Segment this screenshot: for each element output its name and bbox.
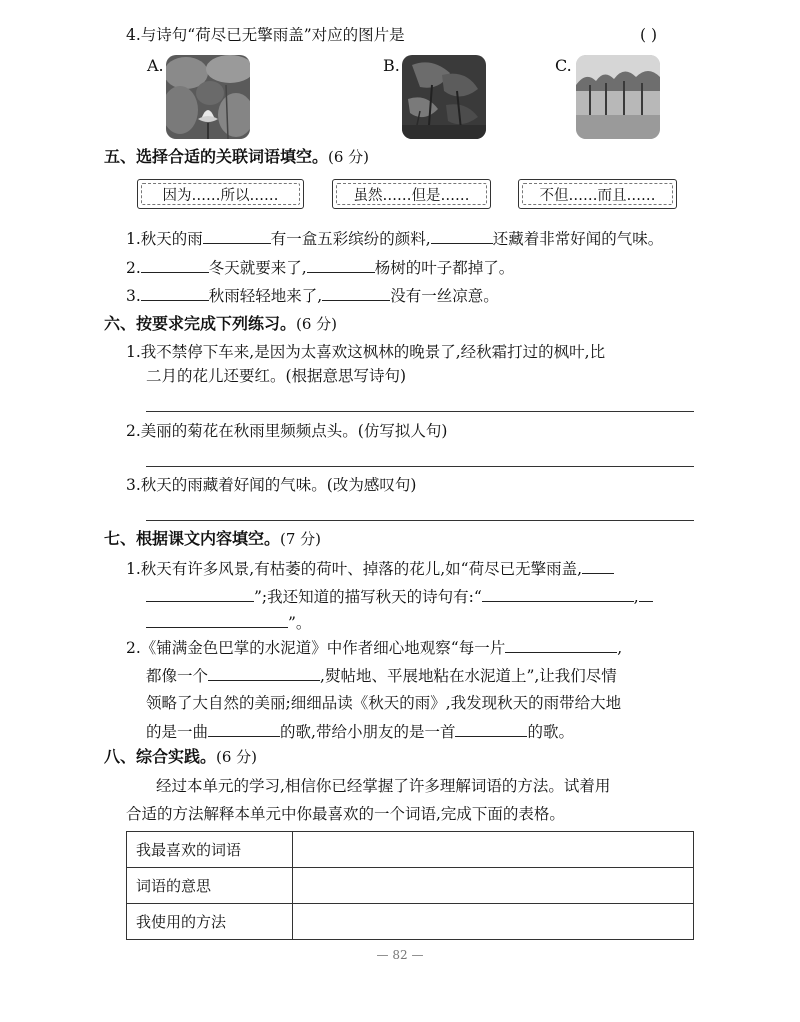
section-5-title — [104, 146, 369, 168]
answer-blank[interactable] — [141, 284, 209, 301]
table-row — [127, 832, 694, 868]
s7-question-2-line-3: 领略了大自然的美丽;细细品读《秋天的雨》,我发现秋天的雨带给大地 — [146, 694, 622, 712]
s8-paragraph-line-1: 经过本单元的学习,相信你已经掌握了许多理解词语的方法。试着用 — [156, 777, 611, 795]
table-label: 我使用的方法 — [127, 904, 293, 940]
answer-blank[interactable] — [582, 557, 614, 574]
s6-question-1-line-2: 二月的花儿还要红。(根据意思写诗句) — [146, 367, 407, 385]
answer-line[interactable] — [146, 520, 694, 521]
s7-question-2-line-2: 都像一个 ,熨帖地、平展地粘在水泥道上”,让我们尽情 — [146, 664, 617, 687]
s6-question-2: 2.美丽的菊花在秋雨里频频点头。(仿写拟人句) — [126, 422, 448, 440]
s7-question-1-line-1: 1.秋天有许多风景,有枯萎的荷叶、掉落的花儿,如“荷尽已无擎雨盖, — [126, 557, 614, 580]
section-8-title — [104, 746, 257, 768]
withered-lotus-leaves-photo — [402, 55, 486, 139]
page-number: — 82 — — [376, 948, 424, 962]
answer-blank[interactable] — [455, 720, 527, 737]
word-box-2: 虽然……但是…… — [332, 179, 491, 209]
answer-blank[interactable] — [208, 664, 320, 681]
answer-blank[interactable] — [322, 284, 390, 301]
answer-blank[interactable] — [208, 720, 280, 737]
table-answer-cell[interactable] — [293, 904, 694, 940]
q4-option-a-label: A. — [147, 56, 164, 75]
section-5-title-text: 五、选择合适的关联词语填空。 — [104, 147, 329, 166]
q4-option-b-label: B. — [383, 56, 400, 75]
answer-blank[interactable] — [307, 256, 375, 273]
s6-question-1-line-1: 1.我不禁停下车来,是因为太喜欢这枫林的晚景了,经秋霜打过的枫叶,比 — [126, 343, 606, 361]
answer-blank[interactable] — [146, 585, 254, 602]
section-7-title-text: 七、根据课文内容填空。 — [104, 529, 281, 548]
section-8-points: (6 分) — [216, 748, 258, 766]
practice-table — [126, 831, 694, 940]
s5-question-2: 2. 冬天就要来了, 杨树的叶子都掉了。 — [126, 256, 514, 279]
s6-question-3: 3.秋天的雨藏着好闻的气味。(改为感叹句) — [126, 476, 417, 494]
section-7-title — [104, 528, 321, 550]
table-answer-cell[interactable] — [293, 868, 694, 904]
table-label: 词语的意思 — [127, 868, 293, 904]
table-row — [127, 868, 694, 904]
s7-question-1-line-3: ”。 — [146, 611, 311, 634]
section-6-points: (6 分) — [296, 315, 338, 333]
section-8-title-text: 八、综合实践。 — [104, 747, 217, 766]
q4-answer-bracket: ( ) — [640, 26, 658, 44]
section-6-title-text: 六、按要求完成下列练习。 — [104, 314, 297, 333]
answer-blank[interactable] — [482, 585, 634, 602]
section-7-points: (7 分) — [280, 530, 322, 548]
answer-line[interactable] — [146, 466, 694, 467]
q4-prompt: 4.与诗句“荷尽已无擎雨盖”对应的图片是 — [126, 26, 405, 44]
answer-blank[interactable] — [505, 636, 617, 653]
answer-blank[interactable] — [141, 256, 209, 273]
answer-blank[interactable] — [639, 585, 653, 602]
table-answer-cell[interactable] — [293, 832, 694, 868]
s5-question-3: 3. 秋雨轻轻地来了, 没有一丝凉意。 — [126, 284, 499, 307]
autumn-trees-field-photo — [576, 55, 660, 139]
word-box-3: 不但……而且…… — [518, 179, 677, 209]
table-label: 我最喜欢的词语 — [127, 832, 293, 868]
s7-question-2-line-4: 的是一曲 的歌,带给小朋友的是一首 的歌。 — [146, 720, 574, 743]
lotus-leaves-and-flower-photo — [166, 55, 250, 139]
s7-question-2-line-1: 2.《铺满金色巴掌的水泥道》中作者细心地观察“每一片 , — [126, 636, 622, 659]
answer-blank[interactable] — [146, 611, 288, 628]
s8-paragraph-line-2: 合适的方法解释本单元中你最喜欢的一个词语,完成下面的表格。 — [126, 805, 565, 823]
answer-blank[interactable] — [203, 227, 271, 244]
q4-option-c-label: C. — [555, 56, 572, 75]
s5-question-1: 1.秋天的雨 有一盒五彩缤纷的颜料, 还藏着非常好闻的气味。 — [126, 227, 663, 250]
section-5-points: (6 分) — [328, 148, 370, 166]
word-box-1: 因为……所以…… — [137, 179, 304, 209]
table-row — [127, 904, 694, 940]
answer-line[interactable] — [146, 411, 694, 412]
section-6-title — [104, 313, 337, 335]
s7-question-1-line-2: ”;我还知道的描写秋天的诗句有:“ , — [146, 585, 653, 608]
answer-blank[interactable] — [431, 227, 493, 244]
